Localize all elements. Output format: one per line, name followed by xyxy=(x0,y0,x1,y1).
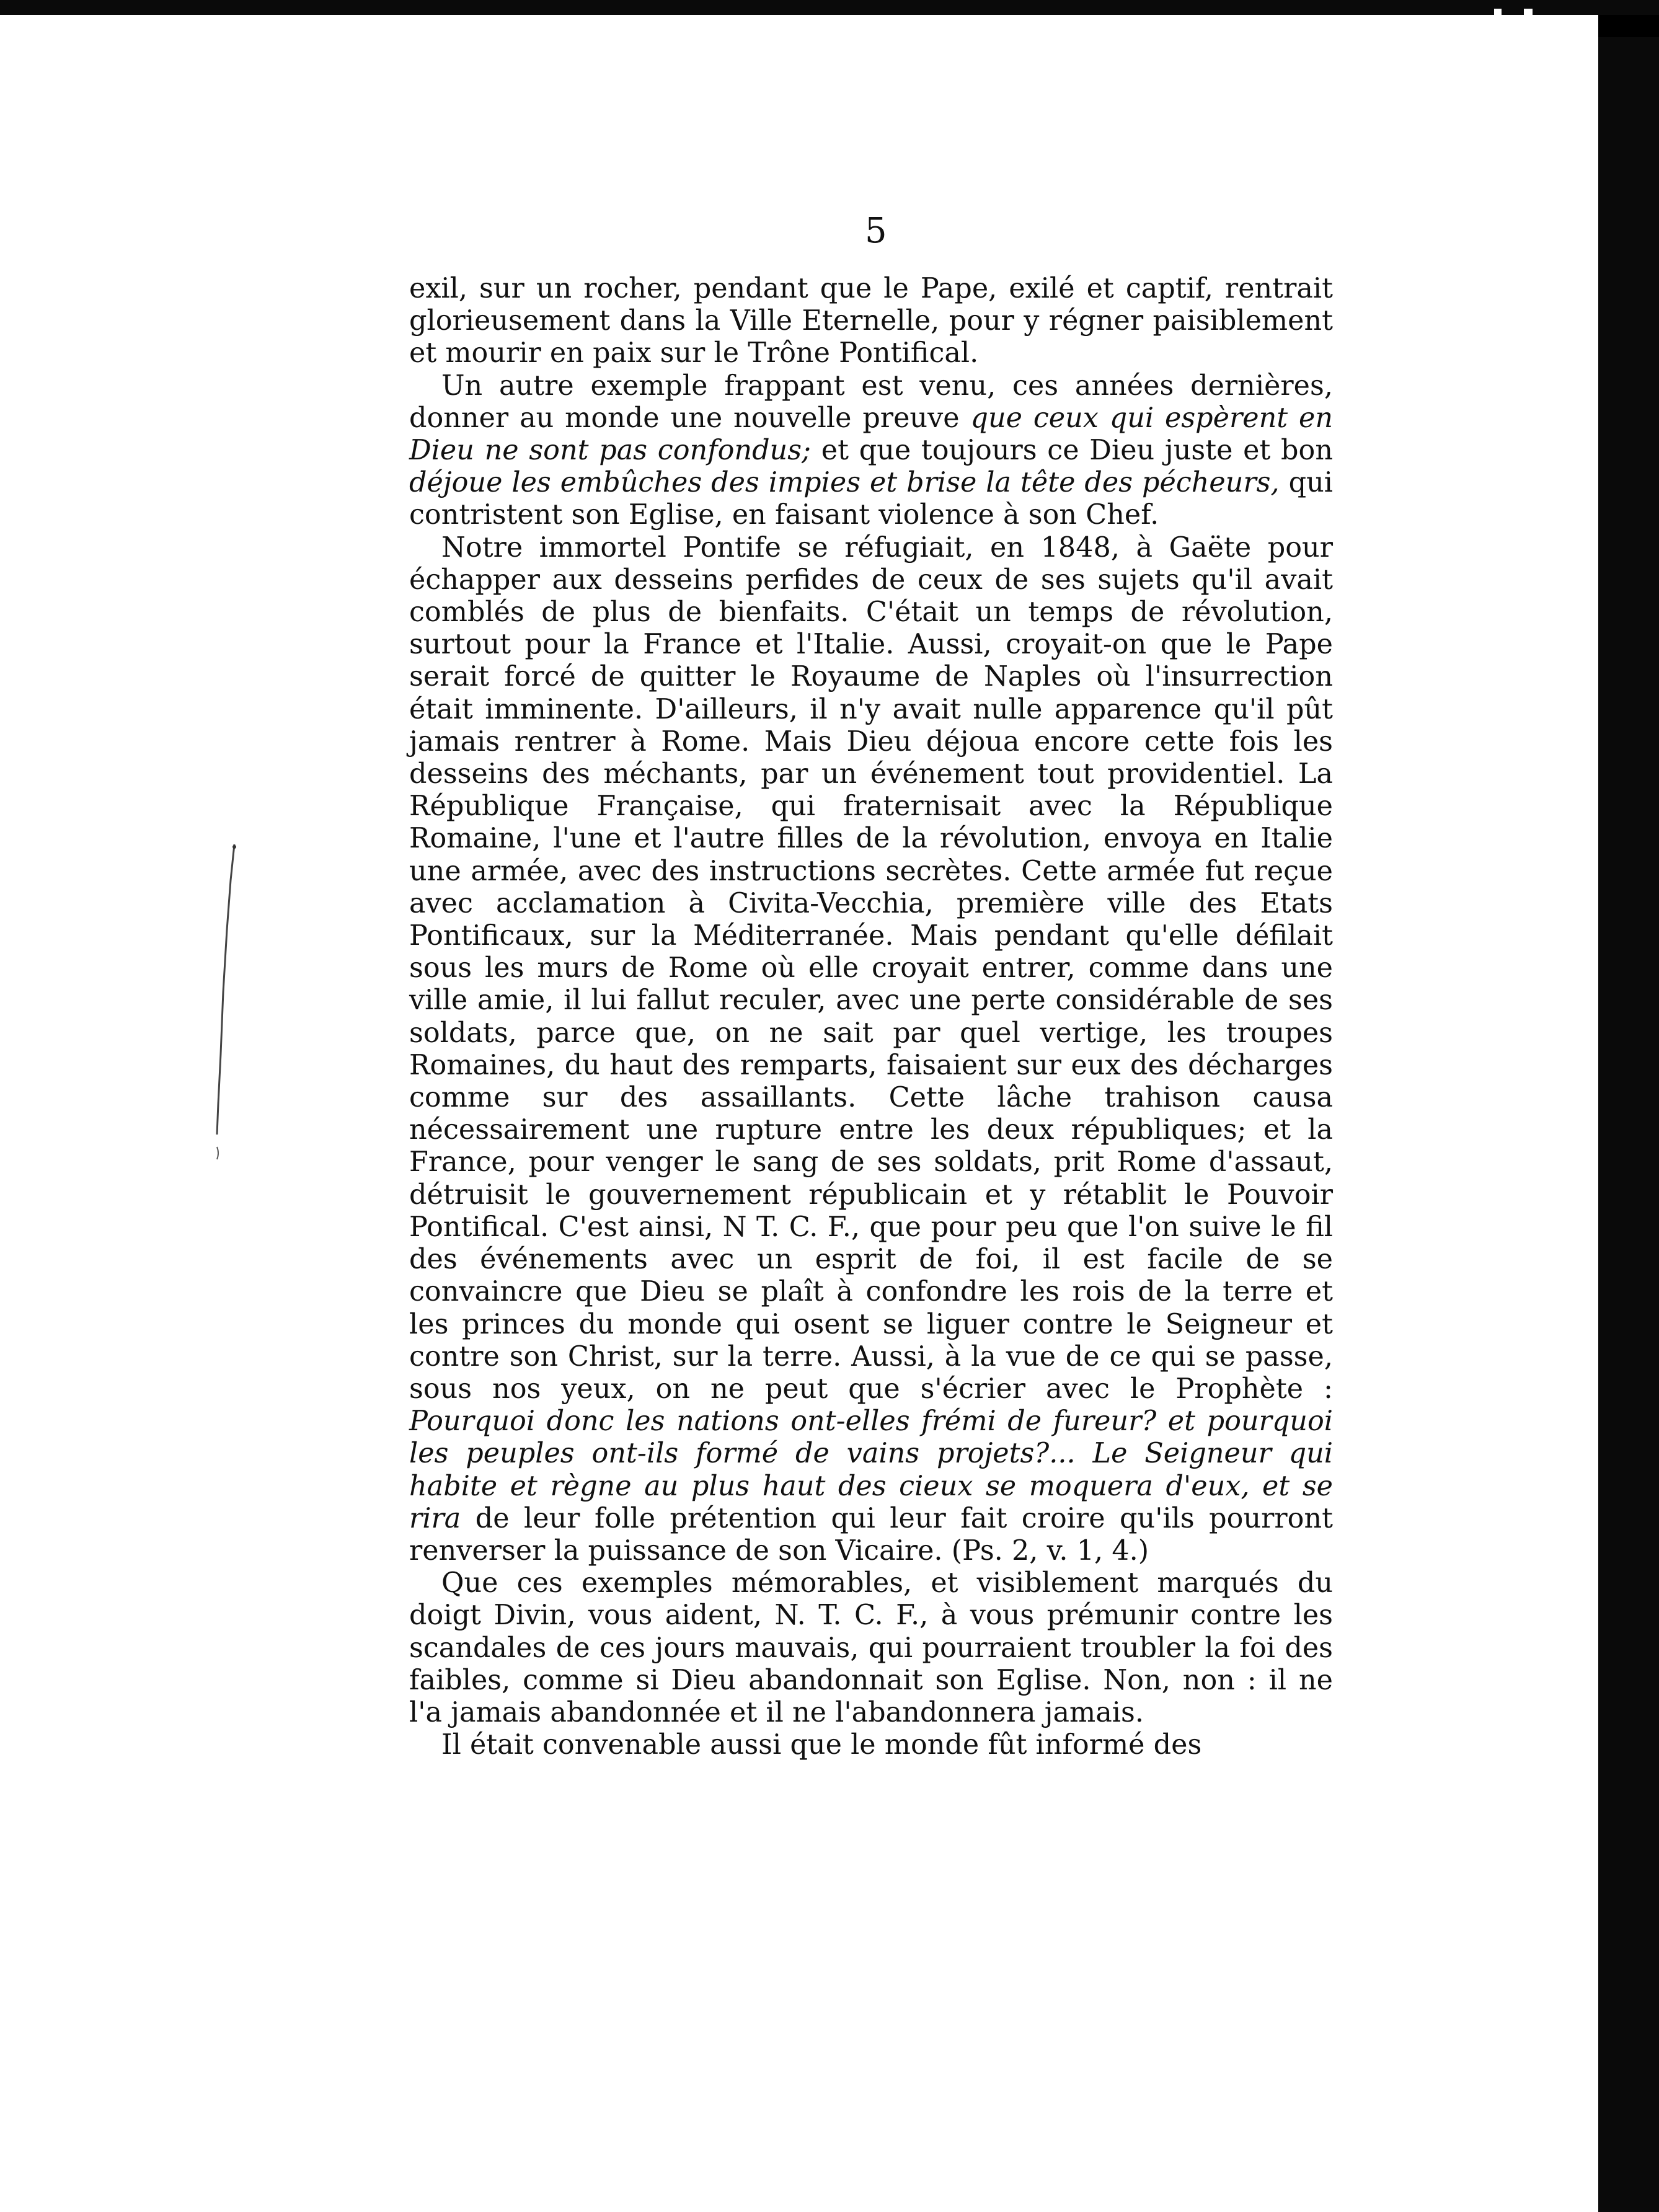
text-run: exil, sur un rocher, pendant que le Pape, exilé et captif, rentrait glorieusement dans la Ville Eternelle, pour y régner paisiblement et mourir en paix sur le Trône Pontifical. xyxy=(409,273,1333,369)
scan-corner-mark xyxy=(1494,9,1502,15)
paragraph xyxy=(409,1567,1333,1729)
text-run: de leur folle prétention qui leur fait croire qu'ils pourront renverser la puissance de son Vicaire. (Ps. 2, v. 1, 4.) xyxy=(409,1502,1333,1567)
paragraph xyxy=(409,273,1333,370)
italic-quotation: déjoue les embûches des impies et brise la tête des pécheurs, xyxy=(409,467,1280,499)
paragraph xyxy=(409,1729,1333,1761)
scan-top-border xyxy=(0,0,1659,15)
text-run: Notre immortel Pontife se réfugiait, en 1848, à Gaëte pour échapper aux desseins perfides de ceux de ses sujets qu'il avait comblés de plus de bienfaits. C'était un temps de révolution, surtout pour la France et l'Italie. Aussi, croyait-on que le Pape serait forcé de quitter le Royaume de Naples où l'insurrection était imminente. D'ailleurs, il n'y avait nulle apparence qu'il pût jamais rentrer à Rome. Mais Dieu déjoua encore cette fois les desseins des méchants, par un événement tout providentiel. La République Française, qui fraternisait avec la République Romaine, l'une et l'autre filles de la révolution, envoya en Italie une armée, avec des instructions secrètes. Cette armée fut reçue avec acclamation à Civita-Vecchia, première ville des Etats Pontificaux, sur la Méditerranée. Mais pendant qu'elle défilait sous les murs de Rome où elle croyait entrer, comme dans une ville amie, il lui fallut reculer, avec une perte considérable de ses soldats, parce que, on ne sait par quel vertige, les troupes Romaines, du haut des remparts, faisaient sur eux des décharges comme sur des assaillants. Cette lâche trahison causa nécessairement une rupture entre les deux républiques; et la France, pour venger le sang de ses soldats, prit Rome d'assaut, détruisit le gouvernement républicain et y rétablit le Pouvoir Pontifical. C'est ainsi, N T. C. F., que pour peu que l'on suive le fil des événements avec un esprit de foi, il est facile de se convaincre que Dieu se plaît à confondre les rois de la terre et les princes du monde qui osent se liguer contre le Seigneur et contre son Christ, sur la terre. Aussi, à la vue de ce qui se passe, sous nos yeux, on ne peut que s'écrier avec le Prophète : xyxy=(409,531,1333,1405)
italic-quotation: que ceux qui espèrent en Dieu ne sont pas confondus; xyxy=(409,402,1334,467)
paragraph xyxy=(409,370,1333,532)
text-run: Un autre exemple frappant est venu, ces années dernières, donner au monde une nouvelle preuve xyxy=(409,369,1333,434)
italic-quotation: Pourquoi donc les nations ont-elles frémi de fureur? et pourquoi les peuples ont-ils formé de vains projets?... Le Seigneur qui habite et règne au plus haut des cieux se moquera d'eux, et se rira xyxy=(409,1405,1333,1534)
scan-right-border xyxy=(1598,37,1659,2212)
body-text xyxy=(409,273,1333,1761)
text-run: et que toujours ce Dieu juste et bon xyxy=(811,435,1333,467)
scan-corner-mark xyxy=(1524,9,1533,15)
text-run: Il était convenable aussi que le monde fût informé des xyxy=(441,1729,1202,1761)
margin-pencil-mark xyxy=(210,843,239,1166)
page-number: 5 xyxy=(865,211,887,251)
text-run: qui contristent son Eglise, en faisant violence à son Chef. xyxy=(409,467,1333,531)
paragraph xyxy=(409,532,1333,1568)
text-run: Que ces exemples mémorables, et visiblement marqués du doigt Divin, vous aident, N. T. C. F., à vous prémunir contre les scandales de ces jours mauvais, qui pourraient troubler la foi des faibles, comme si Dieu abandonnait son Eglise. Non, non : il ne l'a jamais abandonnée et il ne l'abandonnera jamais. xyxy=(409,1567,1333,1728)
